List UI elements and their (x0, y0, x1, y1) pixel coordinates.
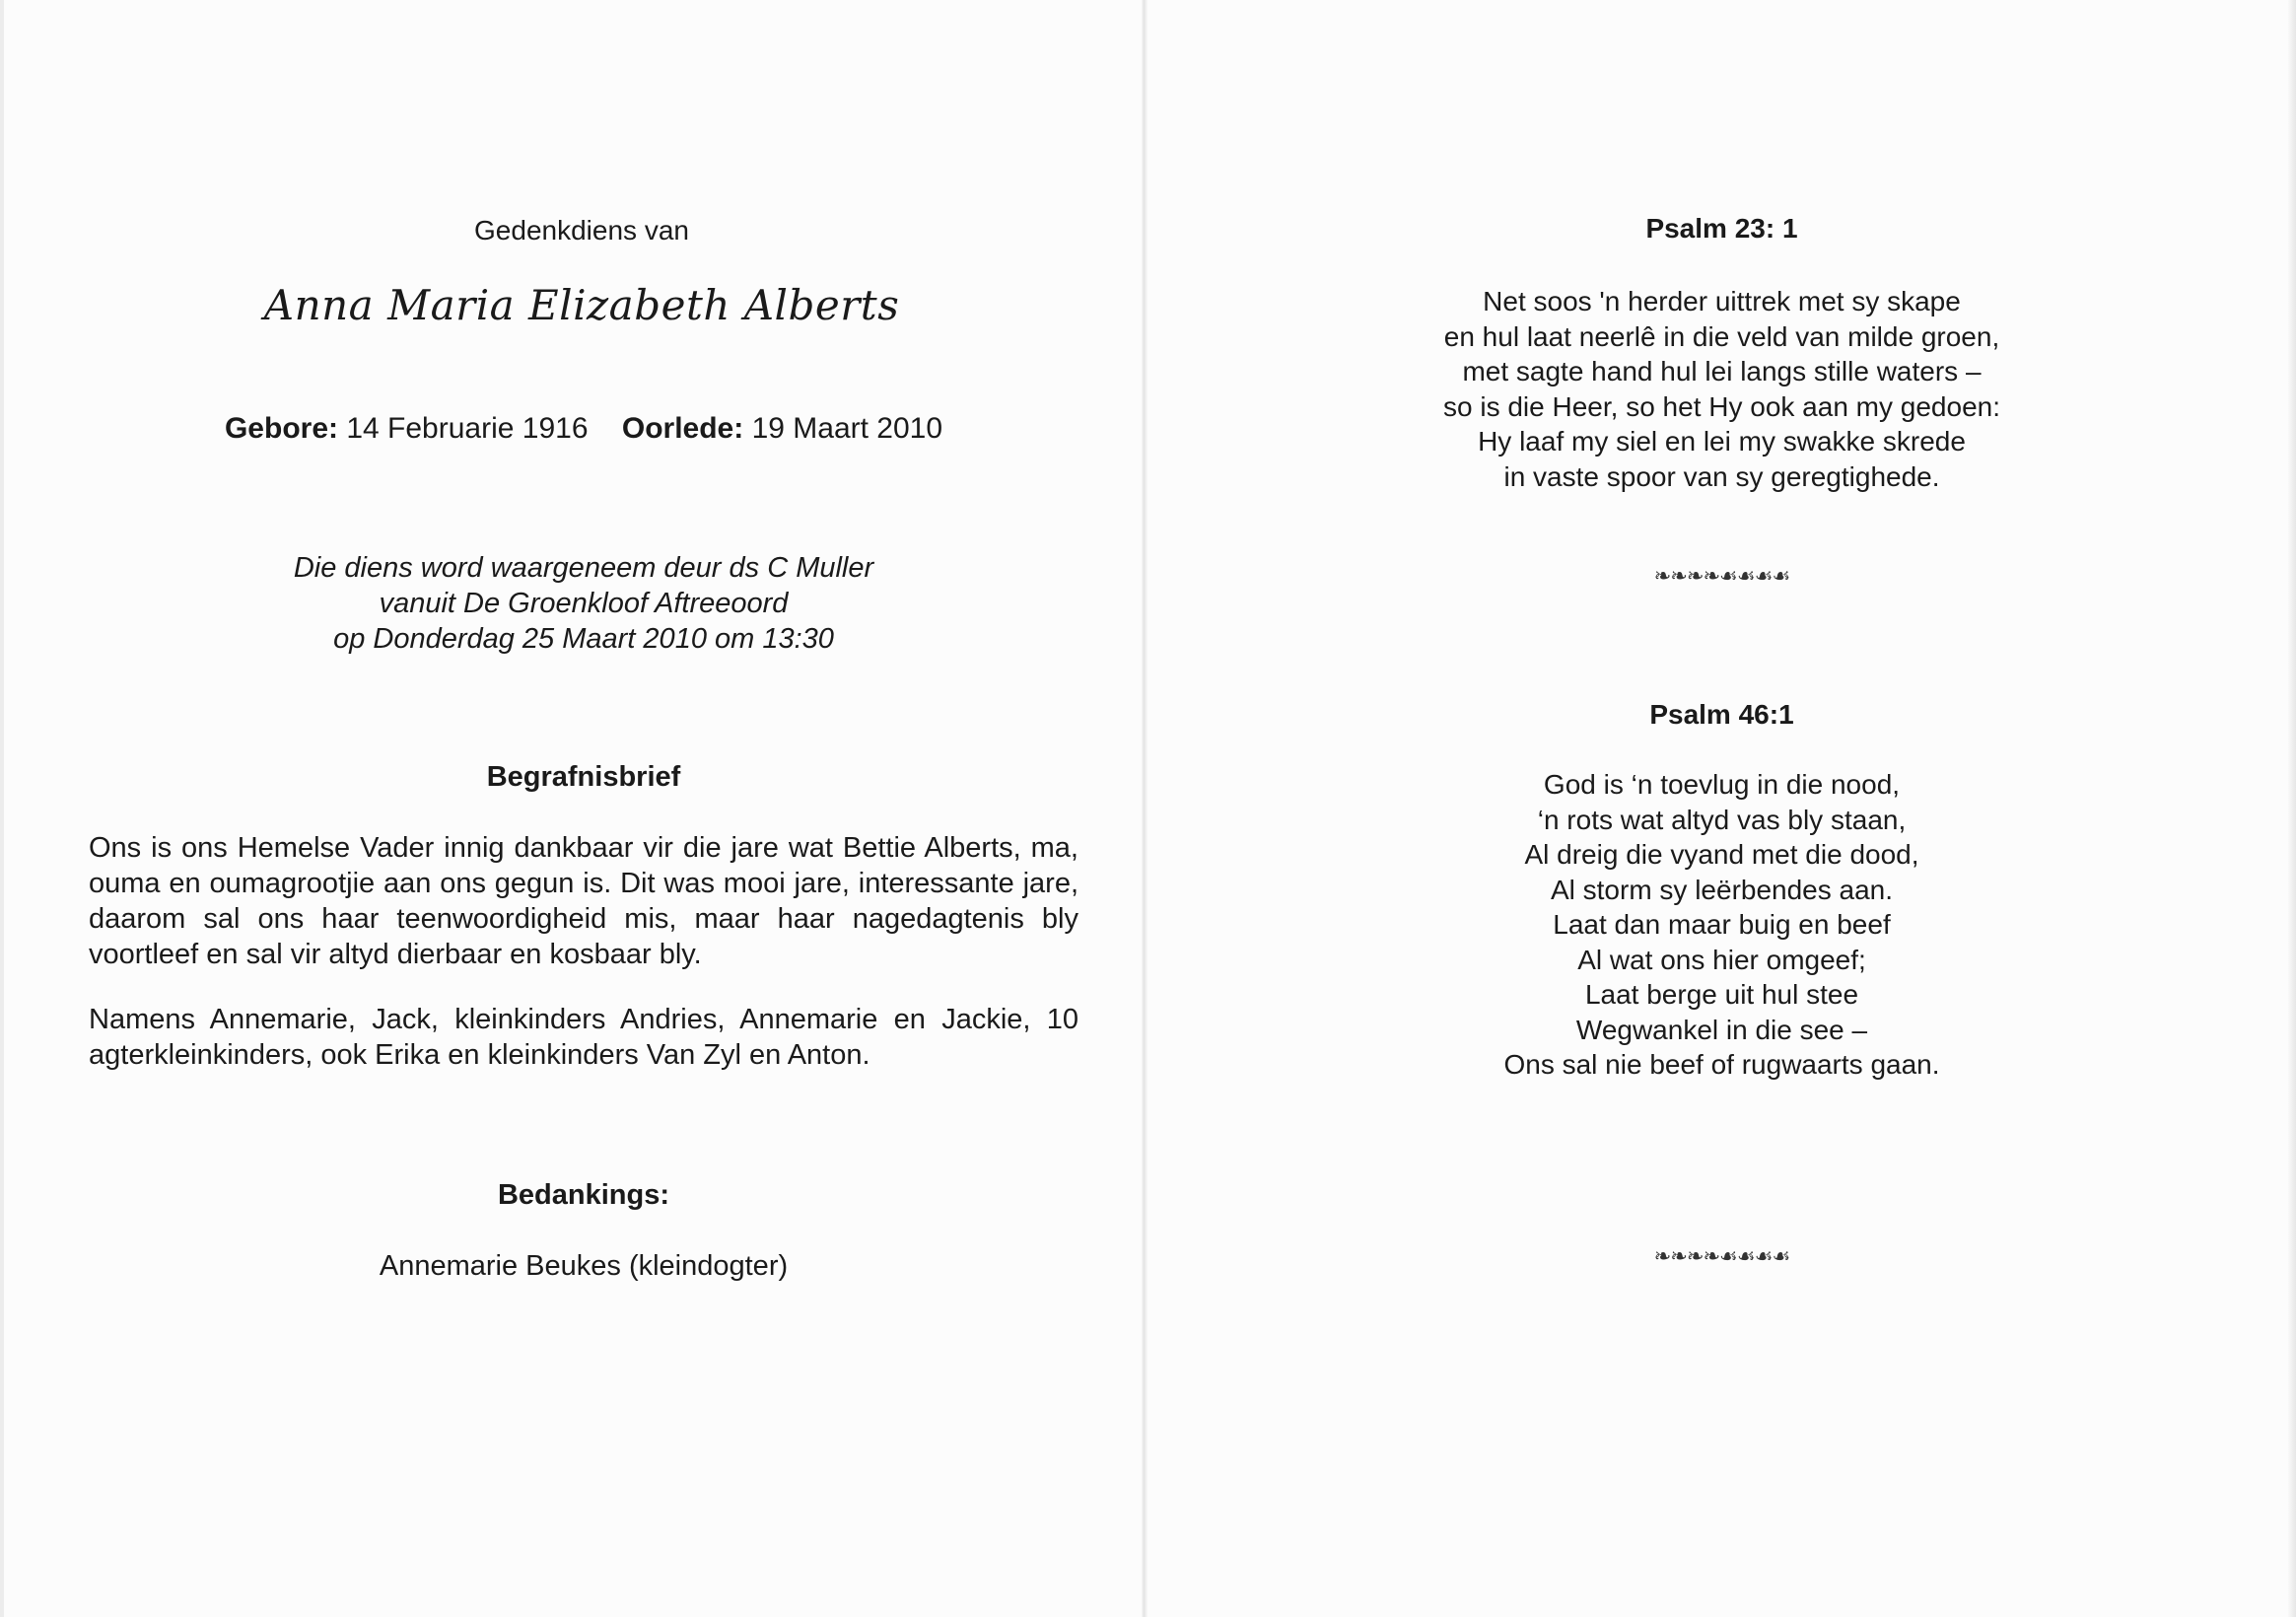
verse-line: en hul laat neerlê in die veld van milde groen, (1443, 320, 2000, 352)
service-intro: Gedenkdiens van (474, 215, 689, 246)
service-line: Die diens word waargeneem deur ds C Muller (293, 552, 874, 584)
service-line: vanuit De Groenkloof Aftreeoord (379, 588, 789, 619)
born-date: 14 Februarie 1916 (346, 412, 589, 445)
verse-line: Ons sal nie beef of rugwaarts gaan. (1503, 1049, 1940, 1080)
verse-line: Al dreig die vyand met die dood, (1524, 839, 1919, 870)
funeral-letter-paragraph-1: Ons is ons Hemelse Vader innig dankbaar vir die jare wat Bettie Alberts, ma, ouma en oumagrootjie aan ons gegun is. Dit was mooi jare, interessante jare, daarom sal ons haar teenwoordigheid mis, maar haar nagedagtenis bly voortleef en sal vir altyd dierbaar en kosbaar bly. (89, 832, 1078, 970)
born-label: Gebore: (224, 412, 338, 445)
verse-line: in vaste spoor van sy geregtighede. (1503, 460, 1940, 492)
funeral-letter-heading: Begrafnisbrief (486, 761, 681, 793)
verse-line: ‘n rots wat altyd vas bly staan, (1537, 804, 1907, 835)
psalm-46-title: Psalm 46:1 (1649, 699, 1794, 730)
verse-line: Laat berge uit hul stee (1584, 979, 1859, 1010)
ornament-divider-icon: ❧❧❧❧☙☙☙☙ (1653, 564, 1790, 588)
verse-line: Net soos 'n herder uittrek met sy skape (1483, 286, 1961, 316)
thanks-name: Annemarie Beukes (kleindogter) (379, 1250, 789, 1282)
died-label: Oorlede: (621, 412, 744, 445)
psalm-46-verse (1148, 767, 2296, 1083)
verse-line: Al storm sy leërbendes aan. (1550, 874, 1894, 905)
verse-line: Laat dan maar buig en beef (1553, 909, 1891, 940)
service-line: op Donderdag 25 Maart 2010 om 13:30 (333, 623, 834, 655)
verse-line: Hy laaf my siel en lei my swakke skrede (1478, 426, 1966, 457)
verse-line: Wegwankel in die see – (1575, 1014, 1868, 1045)
verse-line: God is ‘n toevlug in die nood, (1543, 769, 1901, 800)
thanks-heading: Bedankings: (497, 1179, 670, 1211)
right-page (1148, 0, 2296, 1617)
ornament-divider-icon: ❧❧❧❧☙☙☙☙ (1653, 1244, 1790, 1268)
psalm-23-title: Psalm 23: 1 (1645, 213, 1798, 244)
deceased-name: Anna Maria Elizabeth Alberts (263, 281, 900, 329)
funeral-letter-paragraph-2: Namens Annemarie, Jack, kleinkinders Andries, Annemarie en Jackie, 10 agterkleinkinders, ook Erika en kleinkinders Van Zyl en Anton. (89, 1004, 1078, 1071)
verse-line: so is die Heer, so het Hy ook aan my gedoen: (1443, 390, 2000, 422)
dates-line (0, 412, 1167, 446)
psalm-23-verse (1148, 284, 2296, 494)
verse-line: met sagte hand hul lei langs stille waters – (1462, 356, 1982, 387)
verse-line: Al wat ons hier omgeef; (1577, 944, 1866, 975)
left-page (0, 0, 1142, 1617)
service-info (0, 550, 1167, 657)
died-date: 19 Maart 2010 (751, 412, 943, 445)
